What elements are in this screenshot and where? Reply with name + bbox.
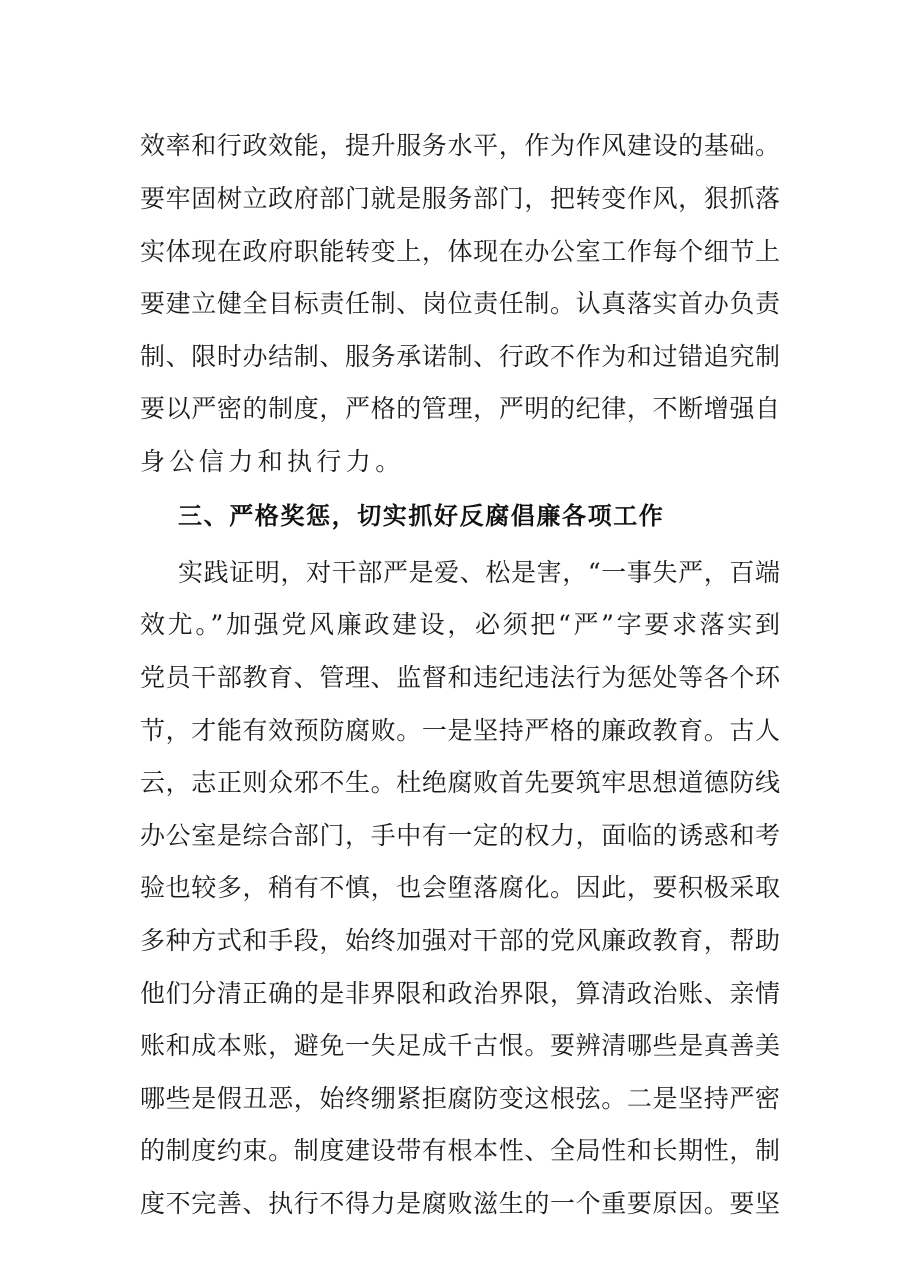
paragraph-line: 身公信力和执行力。 [140, 447, 405, 476]
paragraph-line: 度不完善、执行不得力是腐败滋生的一个重要原因。要坚 [140, 1189, 780, 1218]
paragraph-line: 制、限时办结制、服务承诺制、行政不作为和过错追究制 [140, 342, 780, 371]
paragraph-line: 要建立健全目标责任制、岗位责任制。认真落实首办负责 [140, 289, 780, 318]
paragraph-line: 节，才能有效预防腐败。一是坚持严格的廉政教育。古人 [140, 716, 780, 745]
section-heading: 三、严格奖惩，切实抓好反腐倡廉各项工作 [178, 502, 665, 530]
paragraph-line: 云，志正则众邪不生。杜绝腐败首先要筑牢思想道德防线 [140, 768, 780, 797]
paragraph-line: 账和成本账，避免一失足成千古恨。要辨清哪些是真善美 [140, 1031, 780, 1060]
paragraph-line: 要牢固树立政府部门就是服务部门，把转变作风，狠抓落 [140, 184, 780, 213]
paragraph-line: 的制度约束。制度建设带有根本性、全局性和长期性，制 [140, 1136, 780, 1165]
paragraph-line: 效率和行政效能，提升服务水平，作为作风建设的基础。 [140, 131, 780, 160]
paragraph-line: 哪些是假丑恶，始终绷紧拒腐防变这根弦。二是坚持严密 [140, 1084, 780, 1113]
paragraph-line: 多种方式和手段，始终加强对干部的党风廉政教育，帮助 [140, 926, 780, 955]
paragraph-line: 验也较多，稍有不慎，也会堕落腐化。因此，要积极采取 [140, 873, 780, 902]
paragraph-line: 实体现在政府职能转变上，体现在办公室工作每个细节上 [140, 237, 780, 266]
paragraph-line: 效尤。”加强党风廉政建设，必须把“严”字要求落实到 [140, 610, 780, 639]
paragraph-line: 他们分清正确的是非界限和政治界限，算清政治账、亲情 [140, 979, 780, 1008]
paragraph-line: 党员干部教育、管理、监督和违纪违法行为惩处等各个环 [140, 663, 780, 692]
paragraph-line: 办公室是综合部门，手中有一定的权力，面临的诱惑和考 [140, 821, 780, 850]
paragraph-line: 实践证明，对干部严是爱、松是害，“一事失严，百端 [178, 558, 780, 587]
paragraph-line: 要以严密的制度，严格的管理，严明的纪律，不断增强自 [140, 394, 780, 423]
